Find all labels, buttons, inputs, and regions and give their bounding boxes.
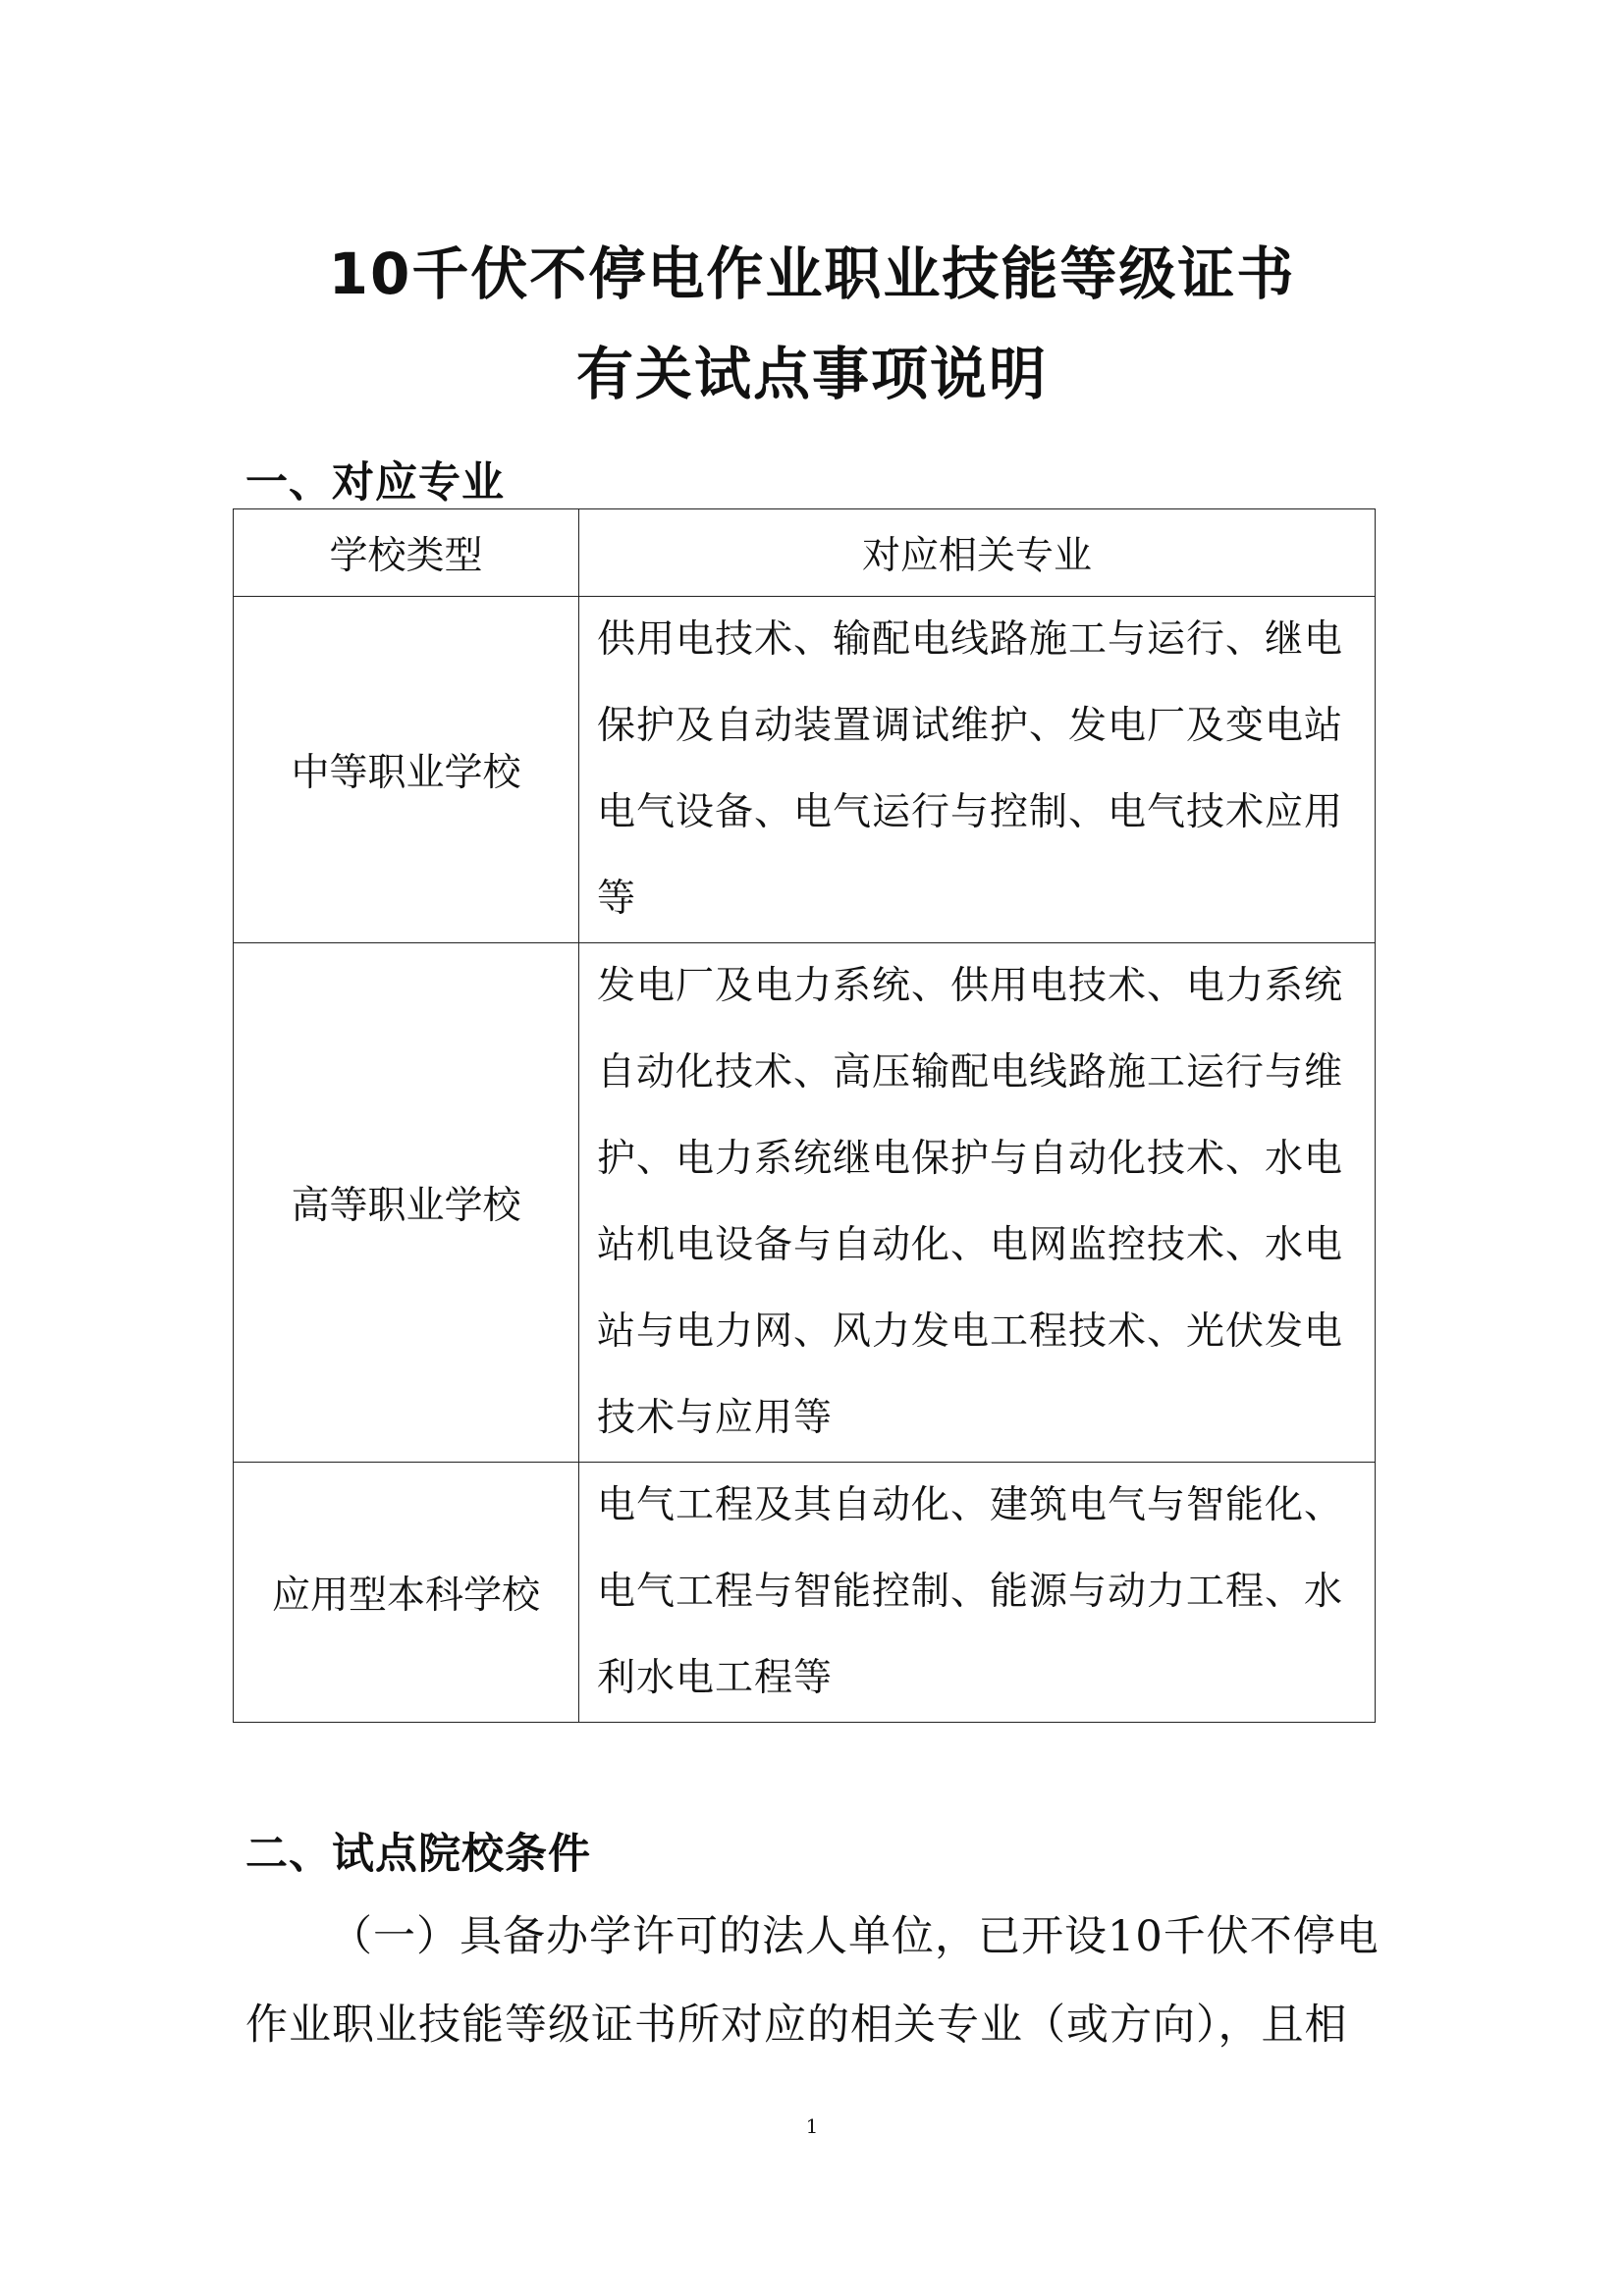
majors-cell: 电气工程及其自动化、建筑电气与智能化、电气工程与智能控制、能源与动力工程、水利水电工程等: [579, 1463, 1376, 1723]
majors-cell: 发电厂及电力系统、供用电技术、电力系统自动化技术、高压输配电线路施工运行与维护、电力系统继电保护与自动化技术、水电站机电设备与自动化、电网监控技术、水电站与电力网、风力发电工程技术、光伏发电技术与应用等: [579, 943, 1376, 1463]
school-type-cell: 高等职业学校: [234, 943, 579, 1463]
header-school-type: 学校类型: [234, 509, 579, 597]
table-header-row: [234, 509, 1376, 597]
page-number: 1: [805, 2114, 819, 2138]
table-row: [234, 943, 1376, 1463]
header-related-majors: 对应相关专业: [579, 509, 1376, 597]
table-row: [234, 1463, 1376, 1723]
section-heading-pilot-conditions: 二、试点院校条件: [245, 1830, 591, 1879]
document-title-line-2: 有关试点事项说明: [575, 341, 1048, 407]
document-title-line-1: 10千伏不停电作业职业技能等级证书: [328, 240, 1296, 307]
section-heading-majors: 一、对应专业: [245, 458, 505, 507]
school-type-cell: 中等职业学校: [234, 597, 579, 943]
condition-paragraph: （一）具备办学许可的法人单位，已开设10千伏不停电作业职业技能等级证书所对应的相关专业（或方向），且相: [245, 1912, 1380, 2050]
school-type-cell: 应用型本科学校: [234, 1463, 579, 1723]
table-row: [234, 597, 1376, 943]
majors-cell: 供用电技术、输配电线路施工与运行、继电保护及自动装置调试维护、发电厂及变电站电气设备、电气运行与控制、电气技术应用等: [579, 597, 1376, 943]
majors-table: [233, 508, 1376, 1723]
